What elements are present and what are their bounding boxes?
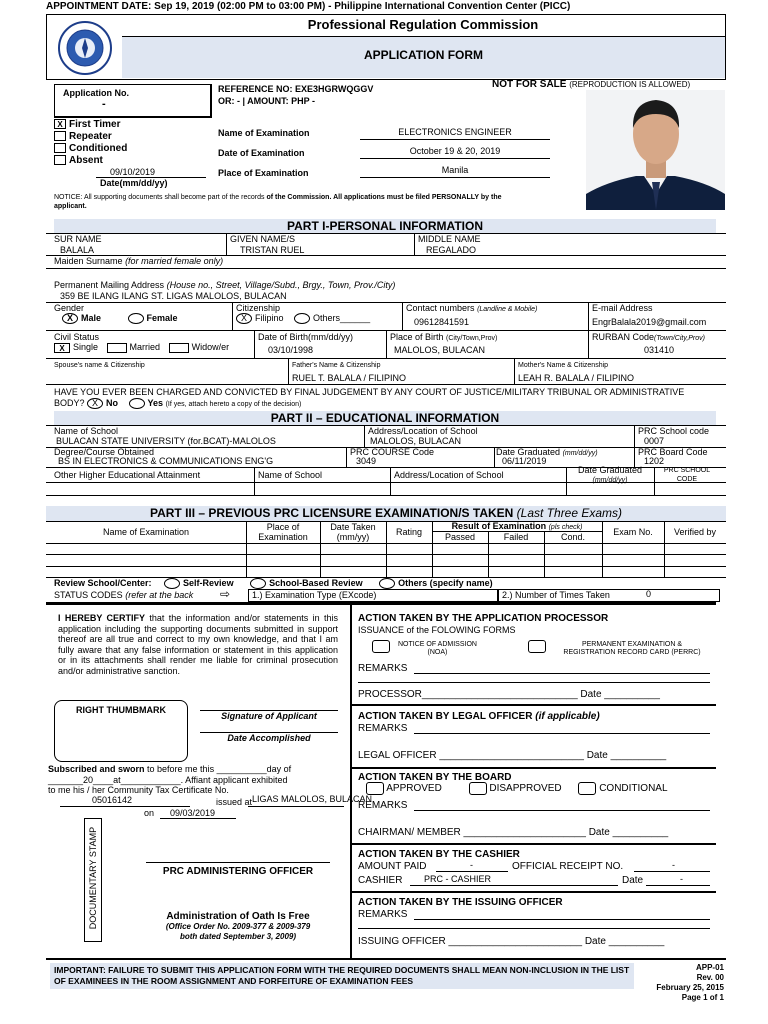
male-radio[interactable]: X bbox=[62, 313, 78, 324]
absent-option[interactable]: Absent bbox=[54, 155, 127, 167]
status-code-1: 1.) Examination Type (EXcode) bbox=[252, 590, 377, 600]
dob: 03/10/1998 bbox=[268, 345, 314, 355]
citizenship-options bbox=[236, 313, 370, 324]
contact-label: Contact numbers (Landline & Mobile) bbox=[406, 303, 538, 313]
form-title: APPLICATION FORM bbox=[363, 48, 484, 62]
yes-radio[interactable] bbox=[129, 398, 145, 409]
no-option[interactable]: X No bbox=[87, 398, 118, 408]
school-label: Name of School bbox=[54, 426, 119, 436]
filipino-radio[interactable]: X bbox=[236, 313, 252, 324]
perrc-label: PERMANENT EXAMINATION & REGISTRATION RECORD CARD (PERRC) bbox=[563, 641, 701, 656]
first-timer-option[interactable]: X First Timer bbox=[54, 119, 127, 131]
noa-label: NOTICE OF ADMISSION (NOA) bbox=[398, 641, 477, 656]
single-option[interactable]: X Single bbox=[54, 342, 98, 352]
school-review-option[interactable]: School-Based Review bbox=[250, 578, 363, 588]
email-label: E-mail Address bbox=[592, 303, 653, 313]
exam-name-label: Name of Examination bbox=[218, 128, 310, 138]
col-date: Date Taken (mm/yy) bbox=[330, 522, 376, 542]
approved-checkbox[interactable] bbox=[366, 782, 384, 795]
contact: 09612841591 bbox=[414, 317, 470, 327]
times-taken: 0 bbox=[646, 589, 652, 599]
pob: MALOLOS, BULACAN bbox=[394, 345, 486, 355]
conviction-question: HAVE YOU EVER BEEN CHARGED AND CONVICTED BY FINAL JUDGEMENT BY ANY COURT OF JUSTICE/MILITARY TRIBUNAL OR ADMINISTRATIVE BODY? X No Yes (If yes, attach hereto a copy of the decision) bbox=[54, 387, 685, 409]
signature-label: Signature of Applicant bbox=[221, 711, 317, 721]
col-failed: Failed bbox=[503, 532, 529, 542]
board-code: 1202 bbox=[644, 456, 665, 466]
applicant-photo bbox=[586, 90, 725, 210]
single-checkbox[interactable]: X bbox=[54, 343, 70, 353]
application-no-value: - bbox=[102, 98, 106, 110]
graduated-label: Date Graduated (mm/dd/yy) bbox=[496, 447, 598, 457]
reference-no: REFERENCE NO: EXE3HGRWQGGV bbox=[218, 84, 374, 94]
certification: I HEREBY CERTIFY that the information and/or statements in this application including the supporting documents submitted in support thereof are all true and correct to my own knowledge, and that I am fully aware that any false information or statement in this application or in its attachments shall render me liable for criminal prosecution and/or administrative sanction. bbox=[58, 613, 338, 676]
legal-officer: LEGAL OFFICER __________________________ Date __________ bbox=[358, 750, 667, 761]
middle-name-label: MIDDLE NAME bbox=[418, 234, 481, 244]
widow-checkbox[interactable] bbox=[169, 343, 189, 353]
col-result: Result of Examination (pls check) bbox=[451, 521, 583, 531]
date-accomplished-label: Date Accomplished bbox=[227, 733, 311, 743]
other-prc-code-label: PRC SCHOOL CODE bbox=[663, 467, 711, 483]
sworn-statement: Subscribed and sworn to before me this __________day of _______20____at____________. Affiant applicant exhibited to me his / her Community Tax Certificate No. bbox=[48, 764, 292, 795]
surname-label: SUR NAME bbox=[54, 234, 102, 244]
on-label: on bbox=[144, 808, 155, 818]
other-graduated-label: Date Graduated (mm/dd/yy) bbox=[577, 465, 643, 484]
exam-status bbox=[54, 119, 127, 167]
cashier-date: - bbox=[680, 874, 683, 884]
maiden-surname: Maiden Surname (for married female only) bbox=[54, 256, 224, 266]
part3-title: PART III – PREVIOUS PRC LICENSURE EXAMINATION/S TAKEN (Last Three Exams) bbox=[46, 506, 726, 521]
civil-status-label: Civil Status bbox=[54, 332, 100, 342]
notice: NOTICE: All supporting documents shall become part of the records of the Commission. All applications must be filed PERSONALLY by the applicant. bbox=[54, 194, 502, 210]
married-checkbox[interactable] bbox=[107, 343, 127, 353]
conditional-checkbox[interactable] bbox=[578, 782, 596, 795]
father-label: Father's Name & Citizenship bbox=[292, 362, 381, 369]
board-chairman: CHAIRMAN/ MEMBER ______________________ Date __________ bbox=[358, 827, 669, 838]
administering-officer: PRC ADMINISTERING OFFICER bbox=[162, 866, 314, 877]
thumbmark-label: RIGHT THUMBMARK bbox=[76, 705, 166, 715]
married-option[interactable]: Married bbox=[107, 342, 161, 352]
exam-date: October 19 & 20, 2019 bbox=[409, 146, 501, 156]
first-timer-checkbox[interactable]: X bbox=[54, 119, 66, 129]
processor-title: ACTION TAKEN BY THE APPLICATION PROCESSOR bbox=[358, 613, 609, 624]
issued-place: LIGAS MALOLOS, BULACAN bbox=[252, 794, 373, 804]
degree: BS IN ELECTRONICS & COMMUNICATIONS ENG'G bbox=[58, 456, 274, 466]
others-radio[interactable] bbox=[294, 313, 310, 324]
ctc-date: 09/03/2019 bbox=[170, 808, 216, 818]
col-exam-name: Name of Examination bbox=[102, 527, 190, 537]
school-review-radio[interactable] bbox=[250, 578, 266, 589]
course-code-label: PRC COURSE Code bbox=[350, 447, 435, 457]
gender-options bbox=[62, 313, 178, 324]
part1-title: PART I-PERSONAL INFORMATION bbox=[54, 219, 716, 233]
cashier-title: ACTION TAKEN BY THE CASHIER bbox=[358, 849, 520, 860]
date-label: Date(mm/dd/yy) bbox=[100, 178, 168, 188]
receipt-no: - bbox=[672, 860, 675, 870]
school-address: MALOLOS, BULACAN bbox=[370, 436, 462, 446]
status-code-2: 2.) Number of Times Taken bbox=[502, 590, 610, 600]
ctc-number: 05016142 bbox=[92, 795, 133, 805]
exam-place: Manila bbox=[441, 165, 469, 175]
disapproved-checkbox[interactable] bbox=[469, 782, 487, 795]
disapproved-option[interactable]: DISAPPROVED bbox=[469, 783, 562, 794]
other-education-label: Other Higher Educational Attainment bbox=[54, 470, 201, 480]
col-verified: Verified by bbox=[673, 527, 717, 537]
others-review-radio[interactable] bbox=[379, 578, 395, 589]
board-title: ACTION TAKEN BY THE BOARD bbox=[358, 772, 512, 783]
legal-title: ACTION TAKEN BY LEGAL OFFICER (if applicable) bbox=[358, 711, 600, 722]
documentary-stamp: DOCUMENTARY STAMP bbox=[88, 826, 98, 930]
processor-signature: PROCESSOR____________________________ Date __________ bbox=[358, 689, 660, 700]
review-row: Review School/Center: Self-Review School-Based Review Others (specify name) bbox=[54, 578, 493, 588]
legal-remarks: REMARKS bbox=[358, 723, 408, 734]
other-address-label: Address/Location of School bbox=[394, 470, 504, 480]
prc-seal bbox=[52, 20, 118, 76]
others-option[interactable]: Others______ bbox=[294, 313, 370, 323]
mother: LEAH R. BALALA / FILIPINO bbox=[518, 373, 635, 383]
mother-label: Mother's Name & Citizenship bbox=[518, 362, 609, 369]
org-name: Professional Regulation Commission bbox=[307, 17, 539, 32]
approved-option[interactable]: APPROVED bbox=[366, 783, 442, 794]
yes-option[interactable]: Yes (If yes, attach hereto a copy of the decision) bbox=[129, 398, 302, 408]
no-radio[interactable]: X bbox=[87, 398, 103, 409]
exam-date-label: Date of Examination bbox=[218, 148, 305, 158]
receipt-label: OFFICIAL RECEIPT NO. bbox=[512, 861, 624, 872]
citizenship-label: Citizenship bbox=[236, 303, 281, 313]
pob-label: Place of Birth (City/Town,Prov) bbox=[390, 332, 498, 342]
status-codes: STATUS CODES (refer at the back bbox=[54, 590, 194, 600]
issuing-remarks: REMARKS bbox=[358, 909, 408, 920]
other-school-label: Name of School bbox=[258, 470, 323, 480]
perrc-checkbox[interactable] bbox=[528, 640, 546, 653]
graduated: 06/11/2019 bbox=[502, 456, 547, 466]
prc-school-code-label: PRC School code bbox=[638, 426, 710, 436]
spouse-label: Spouse's name & Citizenship bbox=[54, 362, 145, 369]
noa-option[interactable] bbox=[372, 640, 390, 653]
noa-checkbox[interactable] bbox=[372, 640, 390, 653]
amount-paid: - bbox=[470, 860, 473, 870]
others-review-option[interactable]: Others (specify name) bbox=[379, 578, 493, 588]
amount-paid-label: AMOUNT PAID bbox=[358, 861, 427, 872]
board-remarks: REMARKS bbox=[358, 800, 408, 811]
self-review-radio[interactable] bbox=[164, 578, 180, 589]
widow-option[interactable]: Widow/er bbox=[169, 342, 230, 352]
male-option[interactable]: X Male bbox=[62, 313, 101, 323]
prc-school-code: 0007 bbox=[644, 436, 665, 446]
col-place: Place of Examination bbox=[258, 522, 308, 542]
col-exam-no: Exam No. bbox=[613, 527, 653, 537]
board-code-label: PRC Board Code bbox=[638, 447, 708, 457]
cashier-date-label: Date bbox=[622, 875, 644, 886]
form-code: APP-01 Rev. 00 February 25, 2015 Page 1 of 1 bbox=[656, 963, 724, 1002]
civil-status-options bbox=[54, 342, 229, 353]
female-option[interactable]: Female bbox=[128, 313, 178, 323]
col-cond: Cond. bbox=[560, 532, 586, 542]
given-name-label: GIVEN NAME/S bbox=[230, 234, 296, 244]
date-value: 09/10/2019 bbox=[110, 167, 156, 177]
cashier-label: CASHIER bbox=[358, 875, 403, 886]
school-address-label: Address/Location of School bbox=[368, 426, 478, 436]
board-options bbox=[366, 782, 668, 795]
address-label: Permanent Mailing Address (House no., Street, Village/Subd., Brgy., Town, Prov./City) bbox=[54, 280, 396, 290]
self-review-option[interactable]: Self-Review bbox=[164, 578, 234, 588]
female-radio[interactable] bbox=[128, 313, 144, 324]
issued-at-label: issued at bbox=[216, 797, 253, 807]
important-notice: IMPORTANT: FAILURE TO SUBMIT THIS APPLICATION FORM WITH THE REQUIRED DOCUMENTS SHALL MEAN NON-INCLUSION IN THE LIST OF EXAMINEES IN THE ROOM ASSIGNMENT AND FORFEITURE OF EXAMINATION FEES bbox=[50, 963, 634, 989]
dob-label: Date of Birth(mm/dd/yy) bbox=[258, 332, 354, 342]
oath-free: Administration of Oath Is Free bbox=[166, 911, 310, 922]
conditional-option[interactable]: CONDITIONAL bbox=[578, 783, 667, 794]
rurban-code: 031410 bbox=[644, 345, 675, 355]
col-rating: Rating bbox=[395, 527, 422, 537]
middle-name: REGALADO bbox=[426, 245, 477, 255]
oath-order: (Office Order No. 2009-377 & 2009-379 both dated September 3, 2009) bbox=[165, 922, 311, 941]
issuing-officer: ISSUING OFFICER ________________________ Date __________ bbox=[358, 936, 665, 947]
conditioned-option[interactable]: Conditioned bbox=[54, 143, 127, 155]
conditioned-checkbox[interactable] bbox=[54, 143, 66, 153]
appointment-date: APPOINTMENT DATE: Sep 19, 2019 (02:00 PM to 03:00 PM) - Philippine International Convention Center (PICC) bbox=[46, 1, 571, 12]
repeater-checkbox[interactable] bbox=[54, 131, 66, 141]
rurban-label: RURBAN Code(Town/City,Prov) bbox=[592, 332, 705, 342]
issuing-title: ACTION TAKEN BY THE ISSUING OFFICER bbox=[358, 897, 563, 908]
degree-label: Degree/Course Obtained bbox=[54, 447, 155, 457]
col-passed: Passed bbox=[444, 532, 476, 542]
exam-name: ELECTRONICS ENGINEER bbox=[398, 127, 512, 137]
father: RUEL T. BALALA / FILIPINO bbox=[292, 373, 407, 383]
filipino-option[interactable]: X Filipino bbox=[236, 313, 284, 323]
given-name: TRISTAN RUEL bbox=[240, 245, 305, 255]
arrow-right-icon: ⇨ bbox=[220, 587, 231, 601]
gender-label: Gender bbox=[54, 303, 85, 313]
part2-title: PART II – EDUCATIONAL INFORMATION bbox=[54, 411, 716, 425]
surname: BALALA bbox=[60, 245, 95, 255]
or-amount: OR: - | AMOUNT: PHP - bbox=[218, 96, 316, 106]
repeater-option[interactable]: Repeater bbox=[54, 131, 127, 143]
course-code: 3049 bbox=[356, 456, 377, 466]
absent-checkbox[interactable] bbox=[54, 155, 66, 165]
cashier-name: PRC - CASHIER bbox=[424, 874, 492, 884]
processor-sub: ISSUANCE of the FOLOWING FORMS bbox=[358, 625, 516, 635]
email: EngrBalala2019@gmail.com bbox=[592, 317, 707, 327]
not-for-sale: NOT FOR SALE (REPRODUCTION IS ALLOWED) bbox=[492, 79, 691, 90]
address: 359 BE ILANG ILANG ST. LIGAS MALOLOS, BULACAN bbox=[60, 291, 287, 301]
perrc-option[interactable] bbox=[528, 640, 546, 653]
school: BULACAN STATE UNIVERSITY (for.BCAT)-MALOLOS bbox=[56, 436, 276, 446]
processor-remarks: REMARKS bbox=[358, 663, 408, 674]
exam-place-label: Place of Examination bbox=[218, 168, 309, 178]
application-no-label: Application No. bbox=[63, 88, 129, 98]
